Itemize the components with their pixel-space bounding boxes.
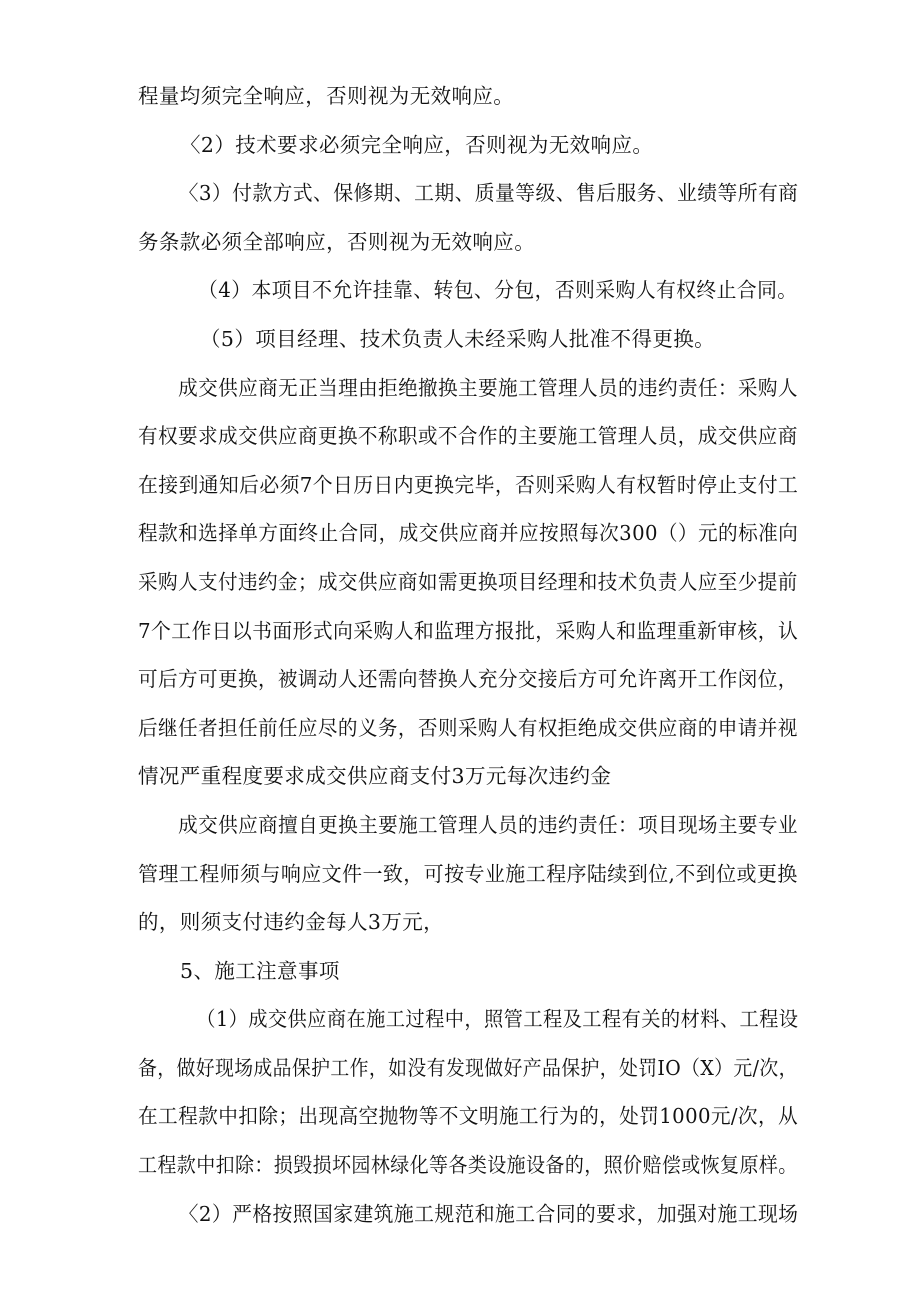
text-line: 采购人支付违约金；成交供应商如需更换项目经理和技术负责人应至少提前 <box>138 569 798 594</box>
text-line: 可后方可更换，被调动人还需向替换人充分交接后方可允许离开工作闵位， <box>138 667 798 692</box>
text-line: 情况严重程度要求成交供应商支付3万元每次违约金 <box>138 764 612 789</box>
text-line: 程款和选择单方面终止合同，成交供应商并应按照每次300（）元的标准向 <box>138 521 799 546</box>
text-line: 备，做好现场成品保护工作，如没有发现做好产品保护，处罚IO（X）元/次， <box>138 1055 798 1080</box>
text-line: 工程款中扣除：损毁损坏园林绿化等各类设施设备的，照价赔偿或恢复原样。 <box>138 1153 798 1178</box>
text-line: （1）成交供应商在施工过程中，照管工程及工程有关的材料、工程设 <box>196 1007 799 1032</box>
text-line: 有权要求成交供应商更换不称职或不合作的主要施工管理人员，成交供应商 <box>138 424 798 449</box>
text-line: 程量均须完全响应，否则视为无效响应。 <box>138 84 515 108</box>
text-line: 的，则须支付违约金每人3万元， <box>138 910 445 935</box>
text-line: 后继任者担任前任应尽的义务，否则采购人有权拒绝成交供应商的申请并视 <box>138 715 798 740</box>
text-line: （5）项目经理、技术负责人未经采购人批准不得更换。 <box>200 326 716 351</box>
text-line: 〈2）技术要求必须完全响应，否则视为无效响应。 <box>180 132 654 157</box>
document-body <box>138 72 798 1238</box>
text-line: 成交供应商擅自更换主要施工管理人员的违约责任：项目现场主要专业 <box>178 812 798 837</box>
text-line: （4）本项目不允许挂靠、转包、分包，否则采购人有权终止合同。 <box>197 278 798 303</box>
text-line: 管理工程师须与响应文件一致，可按专业施工程序陆续到位,不到位或更换 <box>138 861 798 886</box>
text-line: 7个工作日以书面形式向采购人和监理方报批，采购人和监理重新审核，认 <box>138 618 799 643</box>
text-line: 成交供应商无正当理由拒绝撤换主要施工管理人员的违约责任：采购人 <box>178 375 798 400</box>
text-line: 在工程款中扣除；出现高空抛物等不文明施工行为的，处罚1000元/次，从 <box>138 1104 799 1129</box>
text-line: 5、施工注意事项 <box>180 958 340 983</box>
text-line: 〈2）严格按照国家建筑施工规范和施工合同的要求，加强对施工现场 <box>178 1201 799 1226</box>
text-line: 务条款必须全部响应，否则视为无效响应。 <box>138 229 536 254</box>
text-line: 在接到通知后必须7个日历日内更换完毕，否则采购人有权暂时停止支付工 <box>138 472 799 497</box>
text-line: 〈3）付款方式、保修期、工期、质量等级、售后服务、业绩等所有商 <box>178 181 799 206</box>
